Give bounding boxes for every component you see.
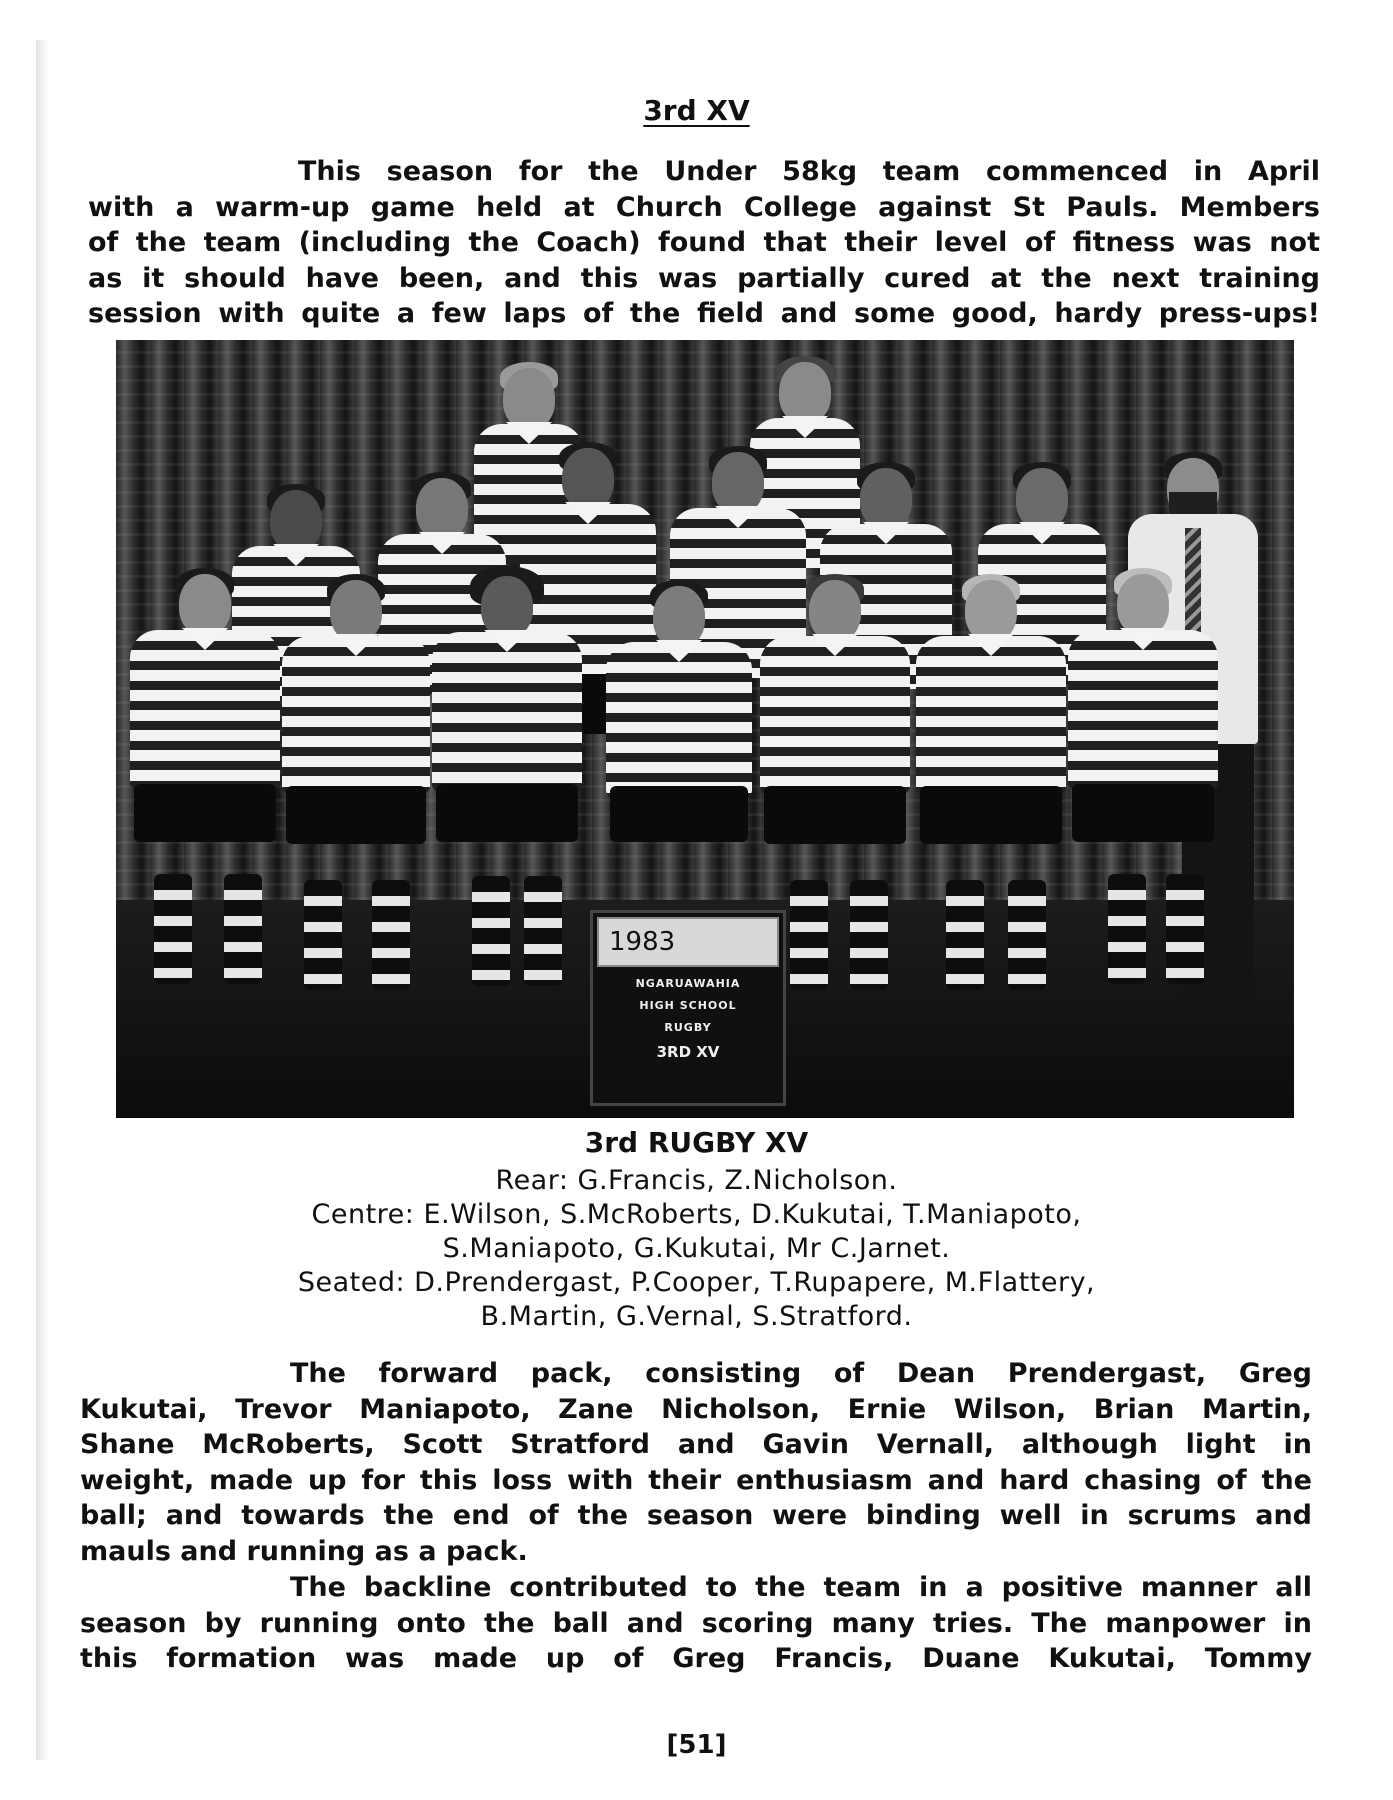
socks xyxy=(1008,880,1046,990)
caption-line: Seated: D.Prendergast, P.Cooper, T.Rupapere, M.Flattery, xyxy=(297,1267,1096,1298)
caption-line: Rear: G.Francis, Z.Nicholson. xyxy=(495,1165,898,1196)
shorts xyxy=(1072,784,1214,842)
face xyxy=(653,586,705,648)
body-paragraph-1 xyxy=(80,1356,1312,1569)
board-year: 1983 xyxy=(597,917,779,967)
socks xyxy=(1108,874,1146,984)
body-line: Kukutai, Trevor Maniapoto, Zane Nicholson, Ernie Wilson, Brian Martin, xyxy=(80,1393,1312,1425)
body-line: season by running onto the ball and scoring many tries. The manpower in xyxy=(80,1607,1312,1639)
team-photo xyxy=(116,340,1294,1118)
jersey xyxy=(130,630,280,790)
player-seated-3 xyxy=(432,576,582,996)
board-line: NGARUAWAHIA xyxy=(635,977,741,990)
face xyxy=(712,452,764,514)
body-line: The backline contributed to the team in a positive manner all xyxy=(290,1572,1312,1603)
intro-line: of the team (including the Coach) found that their level of fitness was not xyxy=(88,227,1320,258)
body-line: mauls and running as a pack. xyxy=(80,1535,528,1567)
player-seated-4 xyxy=(606,586,752,906)
caption-title: 3rd RUGBY XV xyxy=(584,1126,809,1159)
board-line: RUGBY xyxy=(664,1021,712,1034)
intro-line: session with quite a few laps of the field and some good, hardy press-ups! xyxy=(88,298,1320,329)
face xyxy=(1016,468,1068,530)
face xyxy=(779,362,831,424)
jersey xyxy=(916,636,1066,794)
body-paragraph-2 xyxy=(80,1570,1312,1677)
team-sign-board xyxy=(590,910,786,1106)
shorts xyxy=(286,786,426,844)
jersey xyxy=(282,636,430,794)
socks xyxy=(1166,874,1204,984)
jersey xyxy=(760,636,910,794)
shorts xyxy=(764,786,906,844)
socks xyxy=(224,874,262,984)
socks xyxy=(472,876,510,986)
face xyxy=(1117,574,1169,636)
socks xyxy=(790,880,828,990)
intro-line: This season for the Under 58kg team commenced in April xyxy=(298,156,1320,187)
body-line: this formation was made up of Greg Francis, Duane Kukutai, Tommy xyxy=(80,1643,1312,1674)
player-seated-2 xyxy=(282,580,430,1000)
body-line: ball; and towards the end of the season were binding well in scrums and xyxy=(80,1500,1312,1531)
jersey xyxy=(432,632,582,792)
caption-line: B.Martin, G.Vernal, S.Stratford. xyxy=(480,1301,913,1332)
board-line: 3RD XV xyxy=(656,1043,720,1061)
face xyxy=(860,468,912,530)
face xyxy=(270,490,322,552)
player-seated-7 xyxy=(1068,574,1218,994)
face xyxy=(481,576,533,638)
shorts xyxy=(610,786,748,842)
shorts xyxy=(134,784,276,842)
socks xyxy=(946,880,984,990)
face xyxy=(330,580,382,642)
face xyxy=(179,574,231,636)
shorts xyxy=(920,786,1062,844)
player-seated-1 xyxy=(130,574,280,994)
jersey xyxy=(606,642,752,798)
body-line: Shane McRoberts, Scott Stratford and Gavin Vernall, although light in xyxy=(80,1429,1312,1460)
jersey xyxy=(1068,630,1218,790)
caption-line: Centre: E.Wilson, S.McRoberts, D.Kukutai, T.Maniapoto, xyxy=(311,1199,1082,1230)
socks xyxy=(372,880,410,990)
intro-line: with a warm-up game held at Church College against St Pauls. Members xyxy=(88,191,1320,223)
body-line: weight, made up for this loss with their enthusiasm and hard chasing of the xyxy=(80,1464,1312,1496)
page-heading: 3rd XV xyxy=(643,94,750,127)
body-line: The forward pack, consisting of Dean Prendergast, Greg xyxy=(290,1358,1312,1389)
intro-paragraph xyxy=(88,154,1320,332)
socks xyxy=(850,880,888,990)
board-line: HIGH SCHOOL xyxy=(639,999,737,1012)
socks xyxy=(154,874,192,984)
page-number: [51] xyxy=(666,1730,727,1760)
shorts xyxy=(436,784,578,842)
socks xyxy=(524,876,562,986)
intro-line: as it should have been, and this was partially cured at the next training xyxy=(88,262,1320,294)
face xyxy=(809,580,861,642)
binding-edge xyxy=(36,40,50,1760)
player-seated-6 xyxy=(916,580,1066,1000)
face xyxy=(416,478,468,540)
face xyxy=(562,448,614,510)
face xyxy=(965,580,1017,642)
socks xyxy=(304,880,342,990)
caption-line: S.Maniapoto, G.Kukutai, Mr C.Jarnet. xyxy=(442,1233,951,1264)
face xyxy=(503,368,555,430)
